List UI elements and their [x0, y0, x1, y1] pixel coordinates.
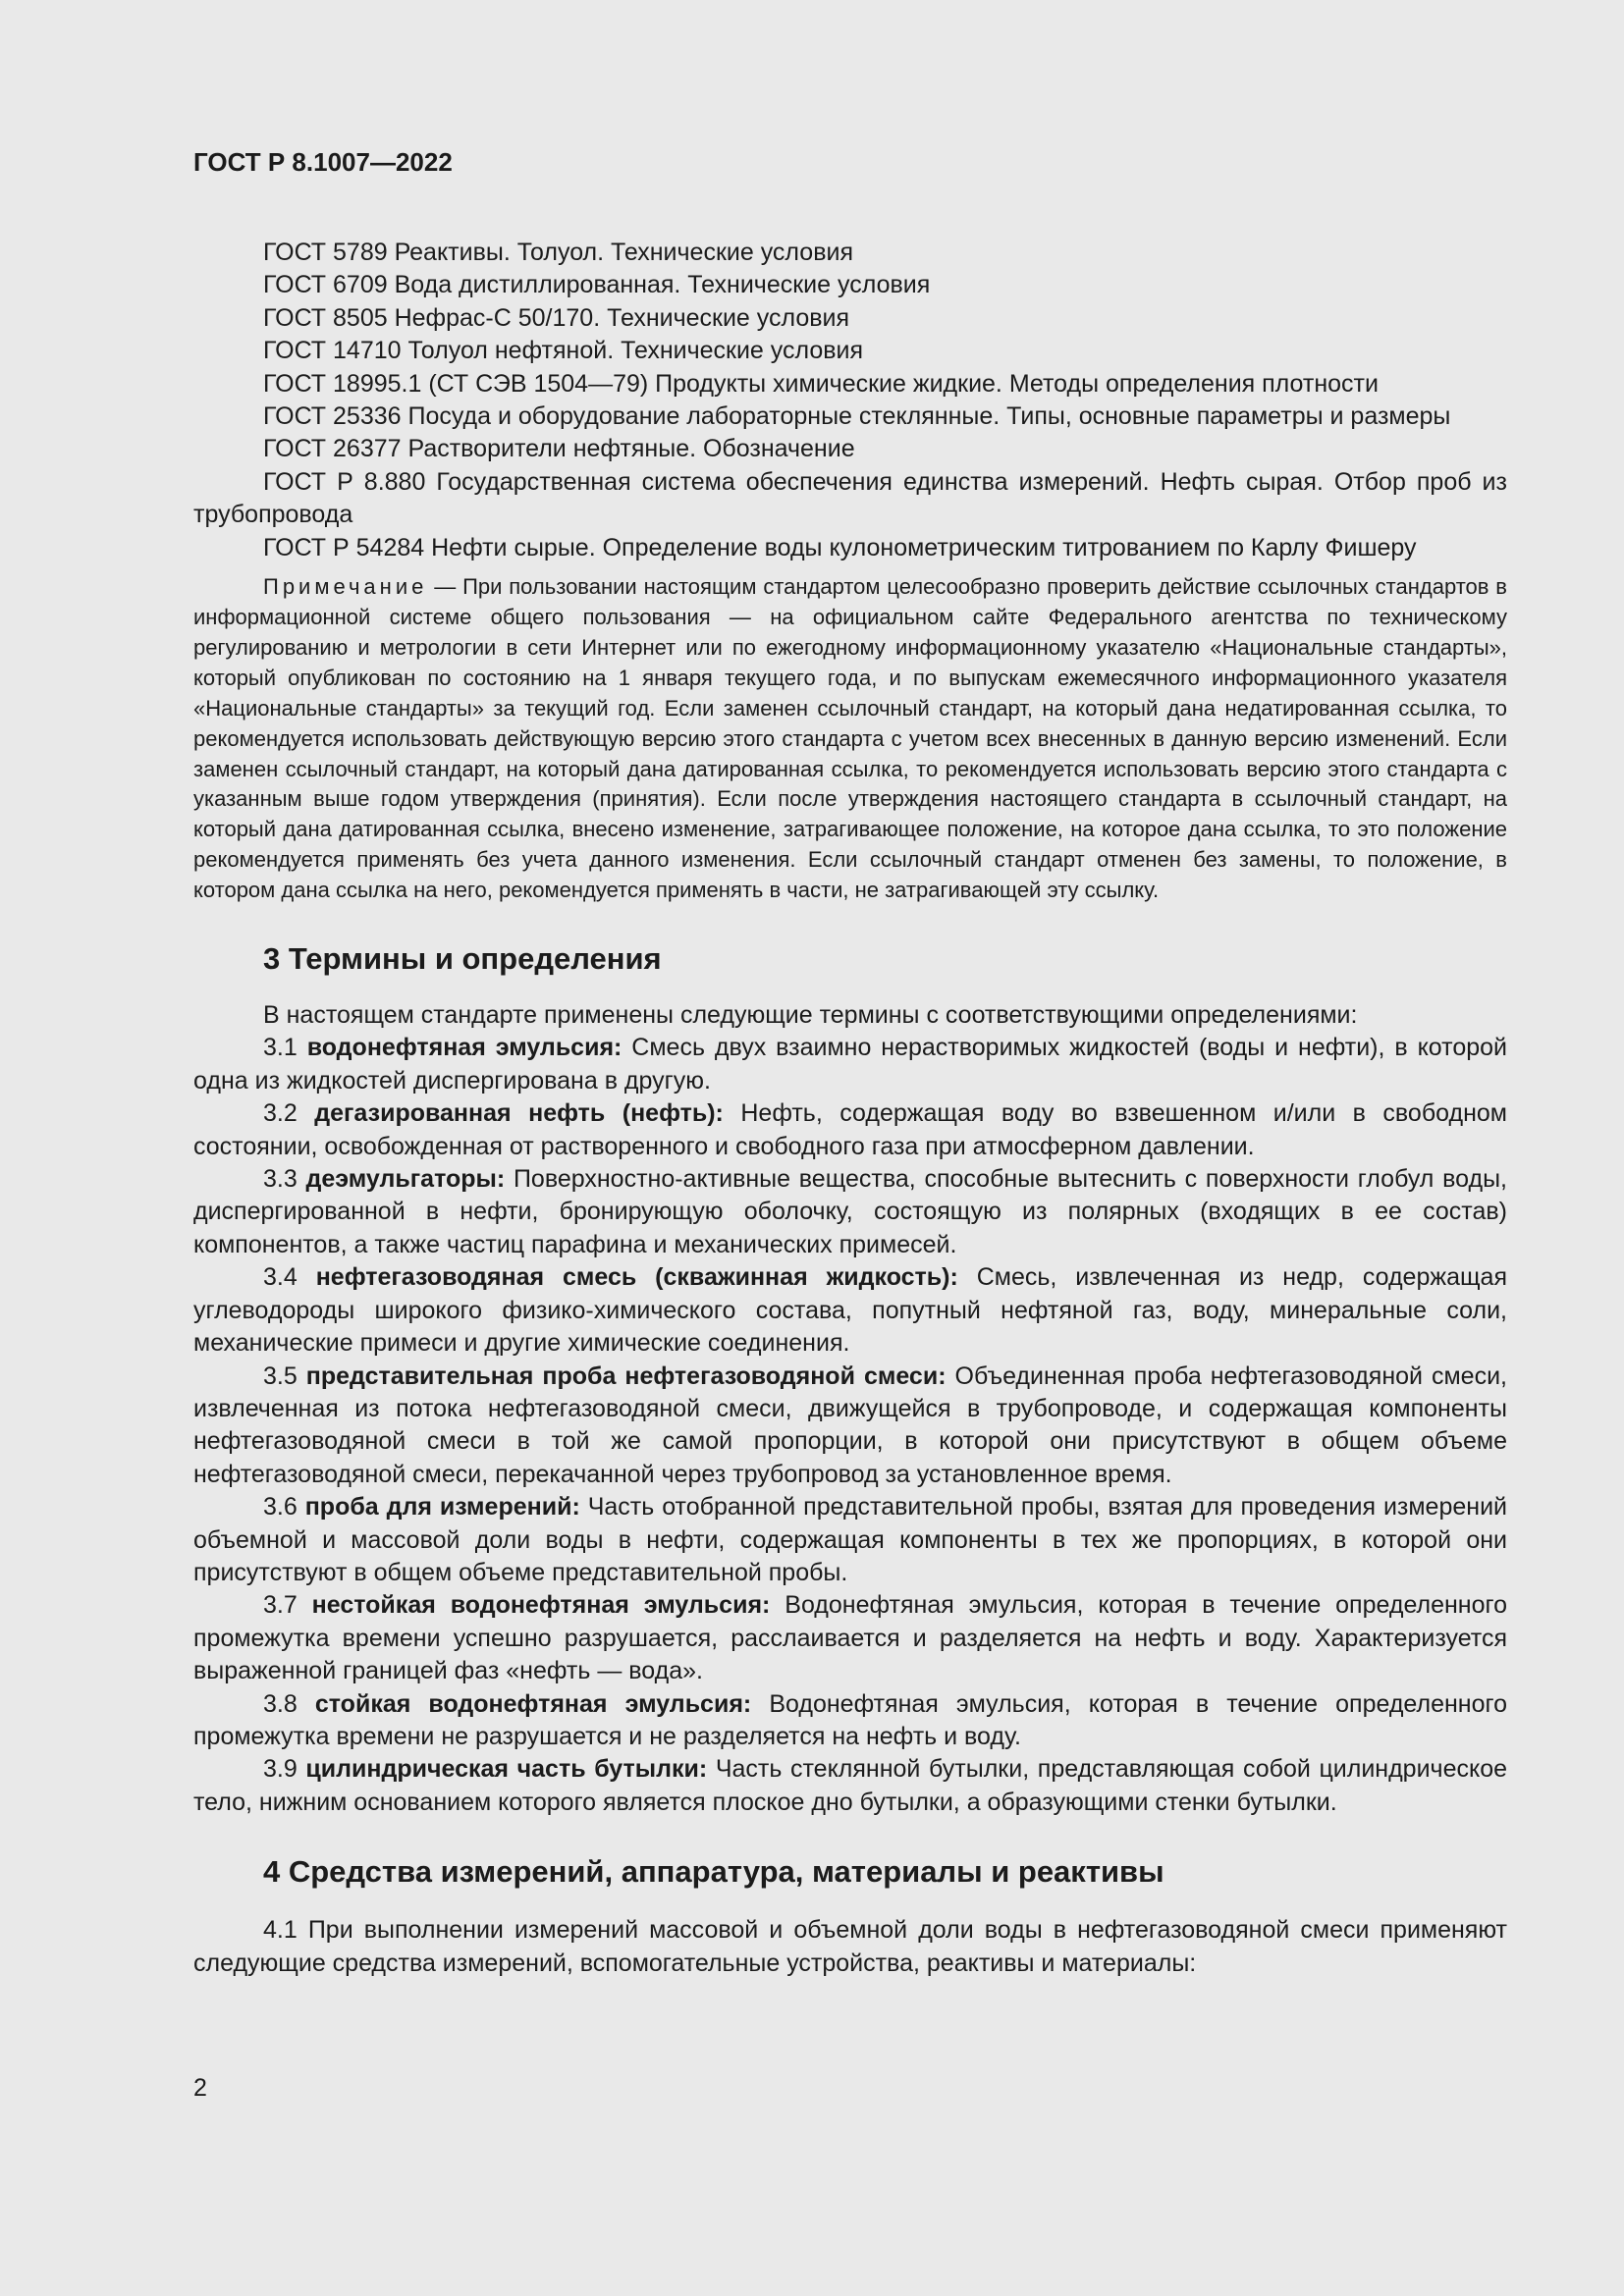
- reference-item: ГОСТ 6709 Вода дистиллированная. Технические условия: [263, 271, 931, 299]
- term-name: проба для измерений:: [304, 1493, 580, 1522]
- document-code-header: ГОСТ Р 8.1007—2022: [193, 147, 453, 177]
- term-definition: Нефть, содержащая воду во взвешенном и/или в свободном состоянии, освобожденная от растворенного и свободного газа при атмосферном давлении.: [193, 1099, 1507, 1160]
- term-definition: Часть стеклянной бутылки, представляющая собой цилиндрическое тело, нижним основанием которого является плоское дно бутылки, а образующими стенки бутылки.: [193, 1755, 1508, 1816]
- term-name: нефтегазоводяная смесь (скважинная жидкость):: [315, 1263, 958, 1292]
- term-number: 3.1: [263, 1034, 298, 1062]
- reference-item: ГОСТ 5789 Реактивы. Толуол. Технические условия: [263, 239, 853, 266]
- note-label: Примечание: [263, 574, 428, 600]
- term-entry: [193, 1753, 1507, 1819]
- term-number: 3.6: [263, 1493, 298, 1522]
- reference-item: ГОСТ 8505 Нефрас-С 50/170. Технические условия: [263, 303, 850, 332]
- tools-section: [193, 1914, 1507, 1980]
- section-3-heading: 3 Термины и определения: [263, 941, 662, 977]
- term-definition: Водонефтяная эмульсия, которая в течение определенного промежутка времени не разрушается и не разделяется на нефть и воду.: [193, 1689, 1507, 1750]
- term-definition: Смесь, извлеченная из недр, содержащая углеводороды широкого физико-химического состава, попутный нефтяной газ, воду, минеральные соли, механические примеси и другие химические соединения.: [193, 1263, 1507, 1358]
- term-entry: [193, 1361, 1507, 1492]
- reference-item: ГОСТ 25336 Посуда и оборудование лабораторные стеклянные. Типы, основные параметры и размеры: [263, 402, 1451, 431]
- section-4-heading: 4 Средства измерений, аппаратура, материалы и реактивы: [263, 1854, 1164, 1890]
- term-number: 3.8: [263, 1689, 298, 1718]
- page-number: 2: [193, 2074, 207, 2102]
- term-number: 3.3: [263, 1165, 298, 1194]
- term-number: 3.2: [263, 1099, 298, 1128]
- term-entry: [193, 1097, 1507, 1163]
- term-name: нестойкая водонефтяная эмульсия:: [311, 1591, 771, 1620]
- reference-item: ГОСТ 14710 Толуол нефтяной. Технические условия: [263, 337, 864, 365]
- normative-references-list: [193, 237, 1507, 564]
- term-entry: [193, 1163, 1507, 1261]
- reference-item: ГОСТ 18995.1 (СТ СЭВ 1504—79) Продукты химические жидкие. Методы определения плотности: [263, 369, 1379, 398]
- term-number: 3.7: [263, 1591, 298, 1620]
- term-entry: [193, 1589, 1507, 1687]
- terms-intro: В настоящем стандарте применены следующие термины с соответствующими определениями:: [263, 1001, 1358, 1030]
- term-name: дегазированная нефть (нефть):: [314, 1099, 724, 1128]
- term-name: водонефтяная эмульсия:: [306, 1034, 623, 1062]
- term-number: 3.4: [263, 1263, 298, 1292]
- term-entry: [193, 1032, 1507, 1097]
- term-entry: [193, 1491, 1507, 1589]
- term-definition: Смесь двух взаимно нерастворимых жидкостей (воды и нефти), в которой одна из жидкостей диспергирована в другую.: [193, 1034, 1507, 1095]
- section-4-paragraph: 4.1 При выполнении измерений массовой и объемной доли воды в нефтегазоводяной смеси применяют следующие средства измерений, вспомогательные устройства, реактивы и материалы:: [193, 1916, 1507, 1977]
- note-text: — При пользовании настоящим стандартом целесообразно проверить действие ссылочных стандартов в информационной системе общего пользования — на официальном сайте Федерального агентства по техническому регулированию и метрологии в сети Интернет или по ежегодному информационному указателю «Национальные стандарты», который опубликован по состоянию на 1 января текущего года, и по выпускам ежемесячного информационного указателя «Национальные стандарты» за текущий год. Если заменен ссылочный стандарт, на который дана недатированная ссылка, то рекомендуется использовать действующую версию этого стандарта с учетом всех внесенных в данную версию изменений. Если заменен ссылочный стандарт, на который дана датированная ссылка, то рекомендуется использовать версию этого стандарта с указанным выше годом утверждения (принятия). Если после утверждения настоящего стандарта в ссылочный стандарт, на который дана датированная ссылка, внесено изменение, затрагивающее положение, на которое дана ссылка, то это положение рекомендуется применять без учета данного изменения. Если ссылочный стандарт отменен без замены, то положение, в котором дана ссылка на него, рекомендуется применять в части, не затрагивающей эту ссылку.: [193, 574, 1507, 903]
- note-paragraph: [193, 572, 1507, 906]
- term-definition: Часть отобранной представительной пробы, взятая для проведения измерений объемной и массовой доли воды в нефти, содержащая компоненты в тех же пропорциях, в которой они присутствуют в общем объеме представительной пробы.: [193, 1493, 1508, 1586]
- term-entry: [193, 1261, 1507, 1360]
- reference-item: ГОСТ Р 8.880 Государственная система обеспечения единства измерений. Нефть сырая. Отбор проб из трубопровода: [193, 467, 1507, 529]
- term-definition: Объединенная проба нефтегазоводяной смеси, извлеченная из потока нефтегазоводяной смеси, движущейся в трубопроводе, и содержащая компоненты нефтегазоводяной смеси в той же самой пропорции, в которой они присутствуют в общем объеме нефтегазоводяной смеси, перекачанной через трубопровод за установленное время.: [193, 1362, 1507, 1488]
- term-name: представительная проба нефтегазоводяной смеси:: [305, 1362, 947, 1390]
- term-number: 3.9: [263, 1755, 298, 1784]
- term-name: цилиндрическая часть бутылки:: [305, 1755, 708, 1784]
- document-page: [193, 147, 1507, 1980]
- term-name: стойкая водонефтяная эмульсия:: [314, 1689, 752, 1718]
- term-number: 3.5: [263, 1362, 298, 1390]
- term-definition: Поверхностно-активные вещества, способные вытеснить с поверхности глобул воды, диспергированной в нефти, бронирующую оболочку, состоящую из полярных (входящих в ее состав) компонентов, а также частиц парафина и механических примесей.: [193, 1165, 1507, 1258]
- term-entry: [193, 1688, 1507, 1754]
- reference-item: ГОСТ 26377 Растворители нефтяные. Обозначение: [263, 435, 855, 463]
- terms-section: [193, 999, 1507, 1819]
- reference-item: ГОСТ Р 54284 Нефти сырые. Определение воды кулонометрическим титрованием по Карлу Фишеру: [263, 533, 1417, 561]
- term-definition: Водонефтяная эмульсия, которая в течение определенного промежутка времени успешно разрушается, расслаивается и разделяется на нефть и воду. Характеризуется выраженной границей фаз «нефть — вода».: [193, 1591, 1507, 1685]
- term-name: деэмульгаторы:: [305, 1165, 506, 1194]
